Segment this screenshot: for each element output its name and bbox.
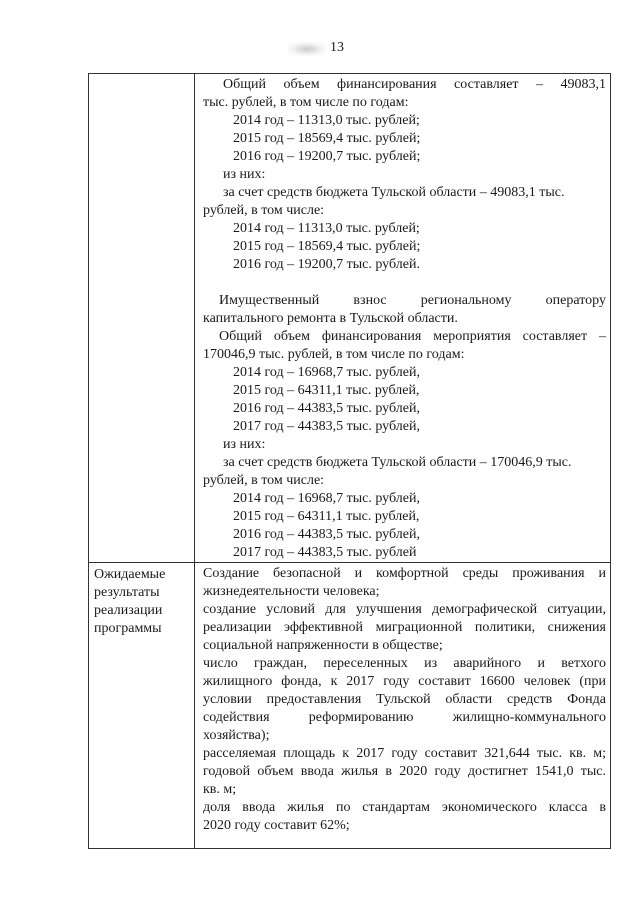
page-number-text: 13 bbox=[330, 40, 344, 55]
contribution-source-line-1: за счет средств бюджета Тульской области – 170046,9 тыс. bbox=[223, 455, 572, 470]
result-line: жизнедеятельности человека; bbox=[203, 584, 380, 599]
contribution-intro-line-1: Общий объем финансирования мероприятия составляет – bbox=[219, 329, 606, 344]
source-year-line: 2016 год – 19200,7 тыс. рублей. bbox=[233, 257, 420, 272]
result-line: жилищного фонда, к 2017 году составит 16600 человек (при bbox=[203, 674, 606, 689]
contribution-source-year-line: 2016 год – 44383,5 тыс. рублей, bbox=[233, 527, 420, 542]
result-line: содействия реформированию жилищно-коммунального bbox=[203, 710, 606, 725]
source-line-1: за счет средств бюджета Тульской области – 49083,1 тыс. bbox=[223, 185, 565, 200]
paragraph-gap bbox=[203, 274, 606, 292]
contribution-year-line: 2017 год – 44383,5 тыс. рублей, bbox=[233, 419, 420, 434]
year-line: 2015 год – 18569,4 тыс. рублей; bbox=[233, 131, 421, 146]
result-line: доля ввода жилья по стандартам экономического класса в bbox=[203, 800, 606, 815]
contribution-intro-line-2: 170046,9 тыс. рублей, в том числе по годам: bbox=[203, 347, 465, 362]
page-number bbox=[330, 40, 370, 56]
result-line: хозяйства); bbox=[203, 728, 270, 743]
label-line: Ожидаемые bbox=[94, 567, 166, 582]
year-line: 2014 год – 11313,0 тыс. рублей; bbox=[233, 113, 420, 128]
contribution-source-year-line: 2017 год – 44383,5 тыс. рублей bbox=[233, 545, 417, 560]
contribution-title-line-1: Имущественный взнос региональному оператору bbox=[219, 293, 606, 308]
result-line: социальной напряженности в обществе; bbox=[203, 638, 443, 653]
contribution-source-line-2: рублей, в том числе: bbox=[203, 473, 325, 488]
table-row-financing bbox=[89, 74, 611, 563]
contribution-year-line: 2016 год – 44383,5 тыс. рублей, bbox=[233, 401, 420, 416]
stamp-smudge bbox=[288, 42, 326, 56]
result-line: реализации эффективной миграционной политики, снижения bbox=[203, 620, 606, 635]
result-line: 2020 году составит 62%; bbox=[203, 818, 350, 833]
of-them-label: из них: bbox=[223, 167, 266, 182]
result-line: создание условий для улучшения демографической ситуации, bbox=[203, 602, 606, 617]
label-line: программы bbox=[94, 621, 162, 636]
contribution-source-year-line: 2014 год – 16968,7 тыс. рублей, bbox=[233, 491, 420, 506]
label-line: реализации bbox=[94, 603, 163, 618]
source-line-2: рублей, в том числе: bbox=[203, 203, 325, 218]
contribution-title-line-2: капитального ремонта в Тульской области. bbox=[203, 311, 458, 326]
financing-intro-line-2: тыс. рублей, в том числе по годам: bbox=[203, 95, 409, 110]
contribution-source-year-line: 2015 год – 64311,1 тыс. рублей, bbox=[233, 509, 420, 524]
result-line: годовой объем ввода жилья в 2020 году достигнет 1541,0 тыс. bbox=[203, 764, 606, 779]
expected-results-cell bbox=[195, 563, 611, 849]
source-year-line: 2014 год – 11313,0 тыс. рублей; bbox=[233, 221, 420, 236]
contribution-year-line: 2015 год – 64311,1 тыс. рублей, bbox=[233, 383, 420, 398]
result-line: условии предоставления Тульской области средств Фонда bbox=[203, 692, 606, 707]
financing-cell bbox=[195, 74, 611, 563]
result-line: Создание безопасной и комфортной среды проживания и bbox=[203, 566, 606, 581]
financing-intro-line-1: Общий объем финансирования составляет – 49083,1 bbox=[223, 77, 606, 92]
label-line: результаты bbox=[94, 585, 160, 600]
result-line: расселяемая площадь к 2017 году составит 321,644 тыс. кв. м; bbox=[203, 746, 606, 761]
table-row-expected-results bbox=[89, 563, 611, 849]
contribution-year-line: 2014 год – 16968,7 тыс. рублей, bbox=[233, 365, 420, 380]
expected-results-label bbox=[89, 563, 195, 849]
contribution-of-them-label: из них: bbox=[223, 437, 266, 452]
row-label-empty bbox=[89, 74, 195, 563]
source-year-line: 2015 год – 18569,4 тыс. рублей; bbox=[233, 239, 421, 254]
result-line: число граждан, переселенных из аварийного и ветхого bbox=[203, 656, 606, 671]
year-line: 2016 год – 19200,7 тыс. рублей; bbox=[233, 149, 421, 164]
result-line: кв. м; bbox=[203, 782, 237, 797]
passport-table bbox=[88, 73, 611, 849]
